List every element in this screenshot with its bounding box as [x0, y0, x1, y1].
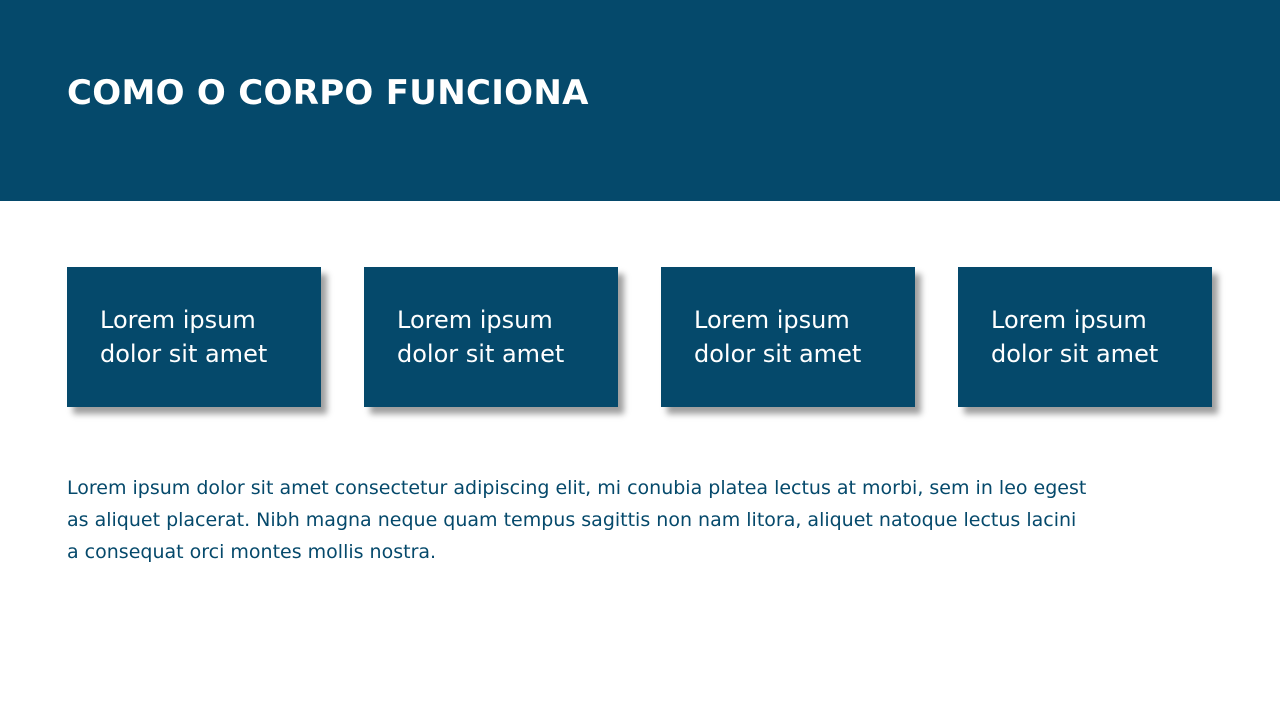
card-2-text: Lorem ipsum dolor sit amet: [397, 306, 565, 368]
card-1: [67, 267, 321, 407]
card-4: [958, 267, 1212, 407]
card-3-text: Lorem ipsum dolor sit amet: [694, 306, 862, 368]
card-2: [364, 267, 618, 407]
card-1-text: Lorem ipsum dolor sit amet: [100, 306, 268, 368]
card-4-text: Lorem ipsum dolor sit amet: [991, 306, 1159, 368]
header-banner: [0, 0, 1280, 201]
body-paragraph: Lorem ipsum dolor sit amet consectetur adipiscing elit, mi conubia platea lectus at morbi, sem in leo egestas aliquet placerat. Nibh magna neque quam tempus sagittis non nam litora, aliquet natoque lectus lacinia consequat orci montes mollis nostra.: [67, 477, 1087, 563]
card-3: [661, 267, 915, 407]
slide-title: COMO O CORPO FUNCIONA: [67, 73, 589, 113]
card-row: [67, 267, 1213, 407]
